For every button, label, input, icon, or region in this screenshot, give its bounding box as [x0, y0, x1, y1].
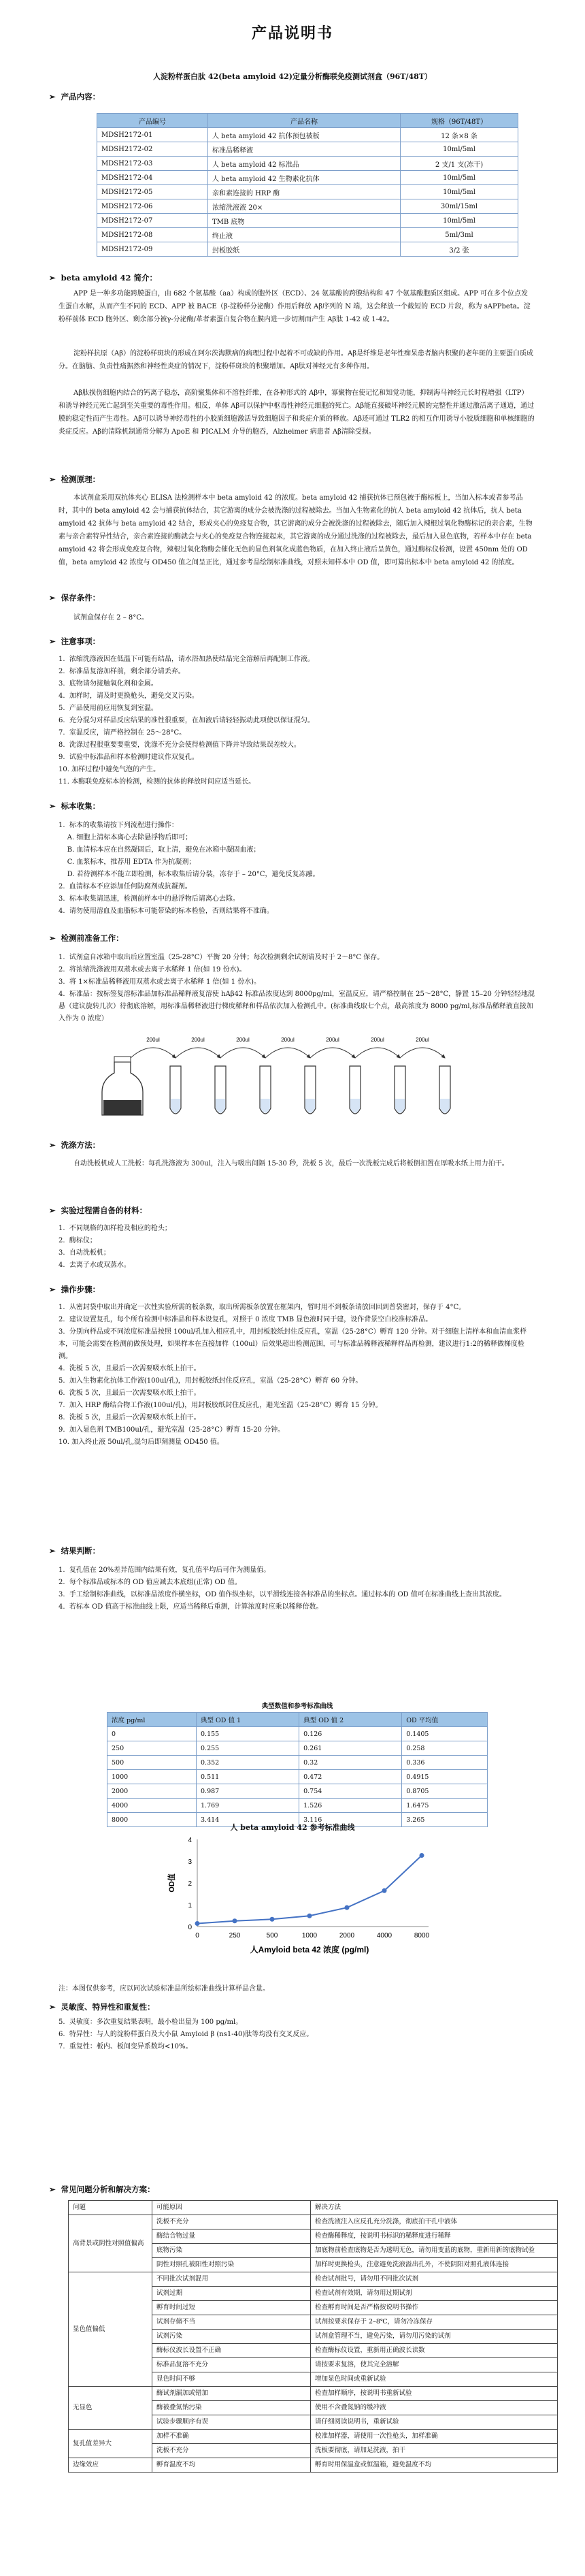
table-header: 规格（96T/48T）: [401, 114, 518, 128]
table-cell: 3.116: [299, 1813, 402, 1827]
performance-item: 7. 重复性：板内、板间变异系数均<10%。: [58, 2043, 193, 2050]
faq-cause: 试剂过期: [152, 2287, 311, 2301]
faq-cause: 酶结合物过量: [152, 2229, 311, 2244]
step-item: 1. 从密封袋中取出并确定一次性实验所需的板条数，取出所需板条放置在框架内，暂时用不到板条请放回回到普袋密封，保存于 4°C。: [58, 1304, 466, 1311]
table-cell: 浓缩洗液液 20×: [208, 199, 401, 214]
table-cell: MDSH2172-05: [97, 185, 208, 199]
table-cell: 12 条×8 条: [401, 128, 518, 142]
table-cell: 10ml/5ml: [401, 185, 518, 199]
intro-paragraph: Aβ肽损伤细胞内结合的钙离子稳态，高阶聚集体和不溶性纤维，在各种形式的 Aβ中，寡聚物在使记忆和知觉功能，抑制海马神经元长时程增强（LTP）和诱导神经元死亡起到至关重要的毒性作用。相反，单体 Aβ可以保护中枢毒性神经元细胞的死亡。Aβ能直接破坏神经元膜的完整性并通过激活离子通道，通过膜的稳定性而产生毒性。Aβ可以诱导神经毒性的小胶质细胞激活导致细胞因子和炎症介质的释放。Aβ还可通过 TLR2 的相互作用诱导小胶质细胞和单核细胞的炎症反应。Aβ的清除机制通常分解为 ApoE 和 PICALM 介导的胞吞，Alzheimer 病患者 Aβ清除受损。: [58, 389, 535, 436]
faq-cause: 不同批次试剂混用: [152, 2272, 311, 2287]
arrow-icon: ➢: [49, 1285, 56, 1294]
y-tick-label: 0: [188, 1924, 192, 1931]
steps-list: [58, 1302, 535, 1449]
x-tick-label: 250: [229, 1932, 241, 1939]
faq-solution: 试剂盒管理不当，避免污染，请勿用污染的试剂: [311, 2330, 558, 2344]
step-item: 4. 洗板 5 次，且最后一次需要吸水纸上拍干。: [58, 1365, 201, 1372]
transfer-volume-label: 200ul: [326, 1037, 339, 1043]
table-cell: 3.414: [197, 1813, 299, 1827]
note-item: 8. 洗涤过程很重要要重要，洗涤不充分会使得检测值下降并导致结果误差较大。: [58, 741, 301, 749]
table-row: [107, 1770, 488, 1784]
table-row: [107, 1727, 488, 1741]
y-tick-label: 2: [188, 1880, 192, 1888]
table-cell: 0.261: [299, 1741, 402, 1756]
faq-solution: 检查试剂批号，请勿用不同批次试剂: [311, 2272, 558, 2287]
table-cell: 10ml/5ml: [401, 214, 518, 228]
section-principle: ➢ 检测原理：: [49, 474, 101, 484]
table-cell: 封板胶纸: [208, 242, 401, 257]
chart-title: 人 beta amyloid 42 参考标准曲线: [230, 1823, 355, 1832]
section-notes: ➢ 注意事项：: [49, 637, 101, 646]
storage-paragraph: 试剂盒保存在 2 – 8°C。: [73, 614, 148, 622]
transfer-arrow: [310, 1048, 355, 1058]
faq-solution: 试剂按要求保存于 2–8℃，请勿冷冻保存: [311, 2315, 558, 2330]
table-header: 产品名称: [208, 114, 401, 128]
table-cell: 0: [107, 1727, 197, 1741]
table-cell: 0.255: [197, 1741, 299, 1756]
faq-solution: 洗板要彻底，请加足洗液，拍干: [311, 2444, 558, 2458]
table-header: 典型 OD 值 1: [197, 1713, 299, 1727]
arrow-icon: ➢: [49, 1140, 56, 1150]
step-item: 10. 加入终止液 50ul/孔,混匀后即刻测量 OD450 值。: [58, 1438, 224, 1446]
transfer-volume-label: 200ul: [371, 1037, 384, 1043]
section-composition: ➢ 产品内容：: [49, 92, 101, 101]
section-intro: ➢ beta amyloid 42 简介：: [49, 273, 158, 283]
x-tick-label: 4000: [376, 1932, 392, 1939]
table-row: [69, 2387, 558, 2401]
table-row: [97, 214, 518, 228]
step-item: 3. 分别向样品或不同浓度标准品按照 100ul/孔加入相应孔中，用封板胶纸封住反应孔，室温（25-28°C）孵育 120 分钟。对于细胞上清样本和血清血浆样本，可能会需要在检测前做预处理，如果样本在直接加样（100ul）后效果超出检测范围，可与标准品稀释液稀释样品再检测，建议进行1:2的稀释做梯度检测。: [58, 1328, 527, 1360]
table-row: [97, 228, 518, 242]
table-cell: 人 beta amyloid 42 生物素化抗体: [208, 171, 401, 185]
result-item: 4. 若标本 OD 值高于标准曲线上限，应适当稀释后重测，计算浓度时应乘以稀释倍数。: [58, 1603, 323, 1611]
principle-paragraph: 本试剂盒采用双抗体夹心 ELISA 法检测样本中 beta amyloid 42 的浓度。beta amyloid 42 捕获抗体已预包被于酶标板上，当加入标本或者参考品时，其中的 beta amyloid 42 会与捕获抗体结合，其它游离的成分会被洗涤的过程被除去。当加入生物素化的抗人 beta amyloid 42 抗体后，抗人 beta amyloid 42 抗体与 beta amyloid 42 结合，形成夹心的免疫复合物，其它游离的成分会被洗涤的过程被除去，随后加入辣根过氧化物酶标记的亲合素，生物素与亲合素特异性结合，亲合素连接的酶就会与夹心的免疫复合物连接起来，其它游离的成分通过洗涤的过程被除去，最后加入显色底物，若样本中存在 beta amyloid 42 将会形成免疫复合物，辣根过氧化物酶会催化无色的显色剂氧化成蓝色物质，在加入终止液后呈黄色，通过酶标仪检测，设置 450nm 处的 OD 值，beta amyloid 42 浓度与 OD450 值之间呈正比，通过参考品绘制标准曲线，对照未知样本中 OD 值，即可算出标本中 beta amyloid 42 的浓度。: [58, 494, 533, 566]
x-tick-label: 2000: [339, 1932, 355, 1939]
table-cell: 0.258: [402, 1741, 488, 1756]
x-tick-label: 1000: [301, 1932, 318, 1939]
material-item: 3. 自动洗板机；: [58, 1249, 110, 1257]
faq-cause: 酶标仪波长设置不正确: [152, 2344, 311, 2358]
sample-item: 2. 血清标本不应添加任何防腐剂或抗凝剂。: [58, 883, 192, 890]
table-cell: TMB 底物: [208, 214, 401, 228]
faq-cause: 试剂存储不当: [152, 2315, 311, 2330]
faq-solution: 孵育时用保温盒或恒温箱，避免温度不均: [311, 2458, 558, 2473]
table-cell: 0.1405: [402, 1727, 488, 1741]
data-point: [270, 1917, 275, 1922]
table-row: [97, 185, 518, 199]
table-cell: 2000: [107, 1784, 197, 1799]
table-cell: 0.8705: [402, 1784, 488, 1799]
sample-item: B. 血清标本应在自然凝固后，取上清，避免在冰箱中凝固血液；: [58, 846, 261, 854]
performance-item: 6. 特异性：与人的淀粉样蛋白及大小鼠 Amyloid β (ns1-40)肽等均没有交叉反应。: [58, 2031, 314, 2038]
table-row: [107, 1756, 488, 1770]
x-tick-label: 8000: [414, 1932, 430, 1939]
note-item: 3. 底物请勿接触氧化剂和金属。: [58, 680, 158, 688]
table-cell: 5ml/3ml: [401, 228, 518, 242]
table-cell: 3/2 张: [401, 242, 518, 257]
material-item: 1. 不同规格的加样枪及相应的枪头；: [58, 1225, 171, 1232]
table-row: [97, 242, 518, 257]
faq-solution: 校准加样器，请使用一次性枪头，加样准确: [311, 2430, 558, 2444]
table-row: [97, 157, 518, 171]
table-cell: 0.32: [299, 1756, 402, 1770]
table-cell: 0.987: [197, 1784, 299, 1799]
x-axis-label: 人Amyloid beta 42 浓度 (pg/ml): [250, 1945, 369, 1954]
table-cell: MDSH2172-04: [97, 171, 208, 185]
faq-problem: 显色值偏低: [69, 2272, 152, 2387]
x-tick-label: 500: [266, 1932, 278, 1939]
result-item: 3. 手工绘制标准曲线，以标准品浓度作横坐标，OD 值作纵坐标，以平滑线连接各标准品的坐标点。通过标本的 OD 值可在标准曲线上查出其浓度。: [58, 1591, 506, 1598]
notes-list: [58, 654, 535, 788]
arrow-icon: ➢: [49, 637, 56, 646]
sample-item: A. 细胞上清标本离心去除悬浮物后即可；: [58, 834, 193, 841]
faq-cause: 显色时间不够: [152, 2372, 311, 2387]
faq-cause: 酶被叠氮钠污染: [152, 2401, 311, 2415]
dilution-diagram: [95, 1035, 503, 1123]
arrow-icon: ➢: [49, 2185, 56, 2194]
faq-solution: 加底物前检查底物是否为透明无色，请勿用变蓝的底物，重新用新的底物试验: [311, 2244, 558, 2258]
note-item: 4. 加样时，请及时更换枪头，避免交叉污染。: [58, 692, 199, 700]
table-cell: 1.769: [197, 1799, 299, 1813]
table-cell: 0.754: [299, 1784, 402, 1799]
table-header: OD 平均值: [402, 1713, 488, 1727]
faq-cause: 标准品复溶不充分: [152, 2358, 311, 2372]
table-header: 问题: [69, 2201, 152, 2215]
faq-solution: 检查加样顺序，按说明书重新试验: [311, 2387, 558, 2401]
arrow-icon: ➢: [49, 801, 56, 811]
step-item: 6. 洗板 5 次，且最后一次需要吸水纸上拍干。: [58, 1389, 201, 1397]
faq-problem: 无显色: [69, 2387, 152, 2430]
table-cell: 250: [107, 1741, 197, 1756]
table-cell: 0.511: [197, 1770, 299, 1784]
faq-solution: 加样时更换枪头，注意避免洗液溢出孔外，不使阴阳对照孔液体连接: [311, 2258, 558, 2272]
table-cell: MDSH2172-06: [97, 199, 208, 214]
section-results: ➢ 结果判断：: [49, 1546, 101, 1556]
table-cell: 0.126: [299, 1727, 402, 1741]
section-faq: ➢ 常见问题分析和解决方案：: [49, 2185, 155, 2194]
section-procedure: ➢ 检测前准备工作：: [49, 933, 124, 943]
faq-solution: 请按要求复溶，使其完全溶解: [311, 2358, 558, 2372]
chart-note: 注：本图仅供参考，应以同次试验标准品所绘标准曲线计算样品含量。: [58, 1985, 269, 1993]
table-cell: 亲和素连接的 HRP 酶: [208, 185, 401, 199]
step-item: 2. 建议设置复孔，每个所有检测中标准品和样本设复孔，对照于 0 浓度 TMB 显色液时同于建，设作背景空白校准标准品。: [58, 1316, 433, 1323]
y-tick-label: 3: [188, 1858, 192, 1866]
sample-item: 3. 标本收集请迅速，检测前样本中的悬浮物后请离心去除。: [58, 895, 239, 903]
prep-list: [58, 952, 535, 1025]
prep-item: 4. 标准品：按标签复溶标准品加标准品稀释液复溶使 hAβ42 标准品浓度达到 8000pg/ml，室温反应，请严格控制在 25～28°C，静置 15–20 分钟轻轻地混悬（建议旋转几次）待彻底溶解，用标准品稀释液进行梯度稀释和样品依次加入检测孔中。(标准曲线取七个点，最高浓度为 8000 pg/ml,标准品稀释液直接加入作为 0 浓度）: [58, 991, 535, 1023]
arrow-icon: ➢: [49, 1546, 56, 1556]
typical-data-table: [107, 1698, 488, 1827]
faq-cause: 洗板不充分: [152, 2444, 311, 2458]
data-point: [233, 1918, 237, 1923]
table-row: [97, 128, 518, 142]
table-row: [69, 2272, 558, 2287]
section-storage: ➢ 保存条件：: [49, 593, 101, 602]
transfer-volume-label: 200ul: [281, 1037, 295, 1043]
table-cell: 0.336: [402, 1756, 488, 1770]
note-item: 2. 标准品复溶加样前，剩余部分请丢弃。: [58, 668, 185, 675]
section-wash: ➢ 洗涤方法：: [49, 1140, 101, 1150]
data-point: [382, 1888, 387, 1893]
table-cell: MDSH2172-03: [97, 157, 208, 171]
y-tick-label: 1: [188, 1902, 192, 1910]
table-row: [107, 1741, 488, 1756]
table-row: [97, 142, 518, 157]
table-header: 产品编号: [97, 114, 208, 128]
standard-curve-chart: [150, 1831, 449, 1961]
note-item: 10. 加样过程中避免气泡的产生。: [58, 766, 161, 773]
faq-problem: 高背景或阴性对照值偏高: [69, 2215, 152, 2272]
materials-list: [58, 1223, 535, 1272]
intro-paragraph: APP 是一种多功能跨膜蛋白，由 682 个氨基酸（aa）构成的胞外区（ECD）、24 氨基酸的跨膜结构和 47 个氨基酸胞质区组成。APP 可在多个位点发生蛋白水解，从而产生不同的 ECD、APP 被 BACE（β-淀粉样分泌酶）作用后释放 Aβ序列的 N 端，这会释放一个截短的 ECD 片段，称为 sAPPbeta。淀粉样前体 ECD 胞外区、剩余部分被γ-分泌酶/革者素蛋白复合物在膜内进一步切割而产生 Aβ肽 1-42 或 1-42。: [58, 290, 531, 323]
prep-item: 3. 将 1×标准品稀释液用双蒸水或去离子水稀释 1 倍(如 1 份水)。: [58, 978, 261, 986]
faq-cause: 酶试剂漏加或错加: [152, 2387, 311, 2401]
note-item: 5. 产品使用前应用恢复到室温。: [58, 705, 158, 712]
y-axis-label: OD值: [168, 1873, 176, 1893]
section-materials: ➢ 实验过程需自备的材料：: [49, 1206, 148, 1215]
table-cell: MDSH2172-07: [97, 214, 208, 228]
wash-paragraph: 自动洗板机成人工洗板：每孔洗涤液为 300ul，注入与吸出间隔 15-30 秒，洗板 5 次，最后一次洗板完成后将板倒扣置在厚吸水纸上用力拍干。: [73, 1160, 509, 1168]
data-point: [307, 1914, 312, 1918]
table-header: 典型 OD 值 2: [299, 1713, 402, 1727]
note-item: 6. 充分混匀对样品反应结果的准性很重要，在加液后请轻轻振动此项使以保证混匀。: [58, 717, 314, 724]
note-item: 11. 本酶联免疫标本的检测，检测的抗体的释放时间应适当延长。: [58, 778, 256, 786]
table-cell: 0.155: [197, 1727, 299, 1741]
stock-bottle: [102, 1057, 143, 1115]
performance-item: 5. 灵敏度：多次重复结果表明，最小检出量为 100 pg/ml。: [58, 2018, 243, 2026]
prep-item: 1. 试剂盒自冰箱中取出后应置室温（25-28°C）平衡 20 分钟；每次检测剩余试剂请及时于 2～8°C 保存。: [58, 954, 384, 961]
intro-paragraph: 淀粉样抗原（Aβ）的淀粉样斑块的形成在阿尔茨海默病的病理过程中起着不可或缺的作用。Aβ是纤维是老年性痴呆患者脑内积聚的老年斑的主要蛋白质成分。在脑脑、负责性痛据然和神经性炎症的情况下，淀粉样斑块的积聚增加。Aβ肽对神经元有多种作用。: [58, 350, 534, 370]
faq-cause: 底物污染: [152, 2244, 311, 2258]
data-point: [345, 1905, 350, 1910]
data-point: [420, 1853, 424, 1858]
table-cell: 10ml/5ml: [401, 171, 518, 185]
step-item: 8. 洗板 5 次，且最后一次需要吸水纸上拍干。: [58, 1414, 201, 1421]
faq-solution: 请仔细阅读说明书，重新试验: [311, 2415, 558, 2430]
faq-solution: 检查酶稀释度，按说明书标识的稀释度进行稀释: [311, 2229, 558, 2244]
faq-cause: 洗板不充分: [152, 2215, 311, 2229]
section-sample: ➢ 标本收集：: [49, 801, 101, 811]
transfer-volume-label: 200ul: [236, 1037, 250, 1043]
table-cell: MDSH2172-01: [97, 128, 208, 142]
arrow-icon: ➢: [49, 92, 56, 101]
table-cell: 1000: [107, 1770, 197, 1784]
table-header: 可能原因: [152, 2201, 311, 2215]
result-item: 2. 每个标准品或标本的 OD 值应减去本底组(正常) OD 值。: [58, 1579, 241, 1586]
transfer-arrow: [265, 1048, 310, 1058]
prep-item: 2. 将浓缩洗涤液用双蒸水或去离子水稀释 1 倍(如 19 份水)。: [58, 966, 246, 973]
table-cell: 2 支/1 支(冻干): [401, 157, 518, 171]
y-tick-label: 4: [188, 1837, 192, 1844]
step-item: 7. 加入 HRP 酶结合物工作液(100ul/孔)，用封板胶纸封住反应孔，避光室温（25-28°C）孵育 15 分钟。: [58, 1402, 382, 1409]
note-item: 1. 浓缩洗涤液因在低温下可能有结晶，请水浴加热使结晶完全溶解后再配制工作液。: [58, 656, 314, 663]
result-item: 1. 复孔值在 20%差异范围内结果有效，复孔值平均后可作为测量值。: [58, 1566, 271, 1574]
table-cell: 0.472: [299, 1770, 402, 1784]
faq-solution: 检查酶标仪设置，重新用正确波长读数: [311, 2344, 558, 2358]
transfer-volume-label: 200ul: [191, 1037, 205, 1043]
table-header: 解决方法: [311, 2201, 558, 2215]
faq-cause: 加样不准确: [152, 2430, 311, 2444]
table-row: [97, 199, 518, 214]
table-cell: MDSH2172-09: [97, 242, 208, 257]
faq-problem: 边缘效应: [69, 2458, 152, 2473]
sample-list: [58, 820, 535, 918]
arrow-icon: ➢: [49, 273, 56, 283]
table-row: [69, 2215, 558, 2229]
table-row: [97, 171, 518, 185]
page-subtitle: 人淀粉样蛋白肽 42(beta amyloid 42)定量分析酶联免疫测试剂盒（96T/48T）: [153, 72, 432, 81]
faq-solution: 检查洗液注入应反孔充分洗涤，彻底拍干孔中液体: [311, 2215, 558, 2229]
faq-solution: 使用不含叠氮钠的缓冲液: [311, 2401, 558, 2415]
table-cell: MDSH2172-02: [97, 142, 208, 157]
sample-item: 4. 请勿使用溶血及血脂标本可能带染的标本检验，否则结果将不准确。: [58, 907, 273, 915]
table-cell: 10ml/5ml: [401, 142, 518, 157]
transfer-arrow: [400, 1048, 445, 1058]
transfer-volume-label: 200ul: [146, 1037, 160, 1043]
series-line: [197, 1856, 422, 1924]
table-row: [69, 2458, 558, 2473]
data-table-caption: 典型数值和参考标准曲线: [107, 1698, 488, 1713]
table-cell: 标准品稀释液: [208, 142, 401, 157]
table-cell: 人 beta amyloid 42 抗体预包被板: [208, 128, 401, 142]
material-item: 2. 酶标仪；: [58, 1237, 97, 1244]
faq-cause: 试验步骤顺序有误: [152, 2415, 311, 2430]
table-cell: MDSH2172-08: [97, 228, 208, 242]
table-cell: 1.526: [299, 1799, 402, 1813]
section-steps: ➢ 操作步骤：: [49, 1285, 101, 1294]
transfer-arrow: [355, 1048, 400, 1058]
table-cell: 1.6475: [402, 1799, 488, 1813]
note-item: 9. 试验中标准品和样本检测时建议作双复孔。: [58, 754, 199, 761]
faq-problem: 复孔值差异大: [69, 2430, 152, 2458]
note-item: 7. 室温反应，请严格控制在 25～28°C。: [58, 729, 186, 737]
transfer-volume-label: 200ul: [416, 1037, 429, 1043]
table-row: [107, 1799, 488, 1813]
table-cell: 500: [107, 1756, 197, 1770]
step-item: 5. 加入生物素化抗体工作液(100ul/孔)，用封板胶纸封住反应孔，室温（25-28°C）孵育 60 分钟。: [58, 1377, 363, 1385]
faq-cause: 试剂污染: [152, 2330, 311, 2344]
section-performance: ➢ 灵敏度、特异性和重复性：: [49, 2002, 155, 2012]
faq-solution: 检查孵育时间是否严格按说明书操作: [311, 2301, 558, 2315]
arrow-icon: ➢: [49, 2002, 56, 2012]
faq-cause: 孵育时间过短: [152, 2301, 311, 2315]
table-header: 浓度 pg/ml: [107, 1713, 197, 1727]
material-item: 4. 去离子水或双蒸水。: [58, 1261, 131, 1269]
table-row: [107, 1784, 488, 1799]
transfer-arrow: [176, 1048, 220, 1058]
faq-cause: 孵育温度不均: [152, 2458, 311, 2473]
page-title: 产品说明书: [251, 25, 333, 42]
data-point: [195, 1921, 200, 1926]
table-cell: 4000: [107, 1799, 197, 1813]
sample-item: D. 若待测样本不能立即检测，标本收集后请分装，冻存于 – 20°C，避免反复冻融。: [58, 871, 320, 878]
transfer-arrow: [220, 1048, 265, 1058]
sample-item: 1. 标本的收集请按下列流程进行操作：: [58, 822, 178, 829]
table-cell: 3.265: [402, 1813, 488, 1827]
table-cell: 终止液: [208, 228, 401, 242]
sample-item: C. 血浆标本，推荐用 EDTA 作为抗凝剂；: [58, 858, 196, 866]
arrow-icon: ➢: [49, 474, 56, 484]
faq-solution: 检查试剂有效期，请勿用过期试剂: [311, 2287, 558, 2301]
table-row: [69, 2430, 558, 2444]
arrow-icon: ➢: [49, 593, 56, 602]
arrow-icon: ➢: [49, 933, 56, 943]
faq-cause: 阴性对照孔被阳性对照污染: [152, 2258, 311, 2272]
step-item: 9. 加入显色剂 TMB100ul/孔，避光室温（25-28°C）孵育 15-20 分钟。: [58, 1426, 285, 1434]
faq-solution: 增加显色时间或重新试验: [311, 2372, 558, 2387]
table-cell: 人 beta amyloid 42 标准品: [208, 157, 401, 171]
results-list: [58, 1564, 535, 1613]
table-cell: 0.4915: [402, 1770, 488, 1784]
performance-list: [58, 2016, 535, 2053]
transfer-arrow: [131, 1048, 176, 1058]
table-cell: 30ml/15ml: [401, 199, 518, 214]
composition-table: [97, 113, 518, 257]
x-tick-label: 0: [195, 1932, 199, 1939]
arrow-icon: ➢: [49, 1206, 56, 1215]
table-cell: 0.352: [197, 1756, 299, 1770]
table-cell: 8000: [107, 1813, 197, 1827]
faq-table: [68, 2200, 558, 2473]
